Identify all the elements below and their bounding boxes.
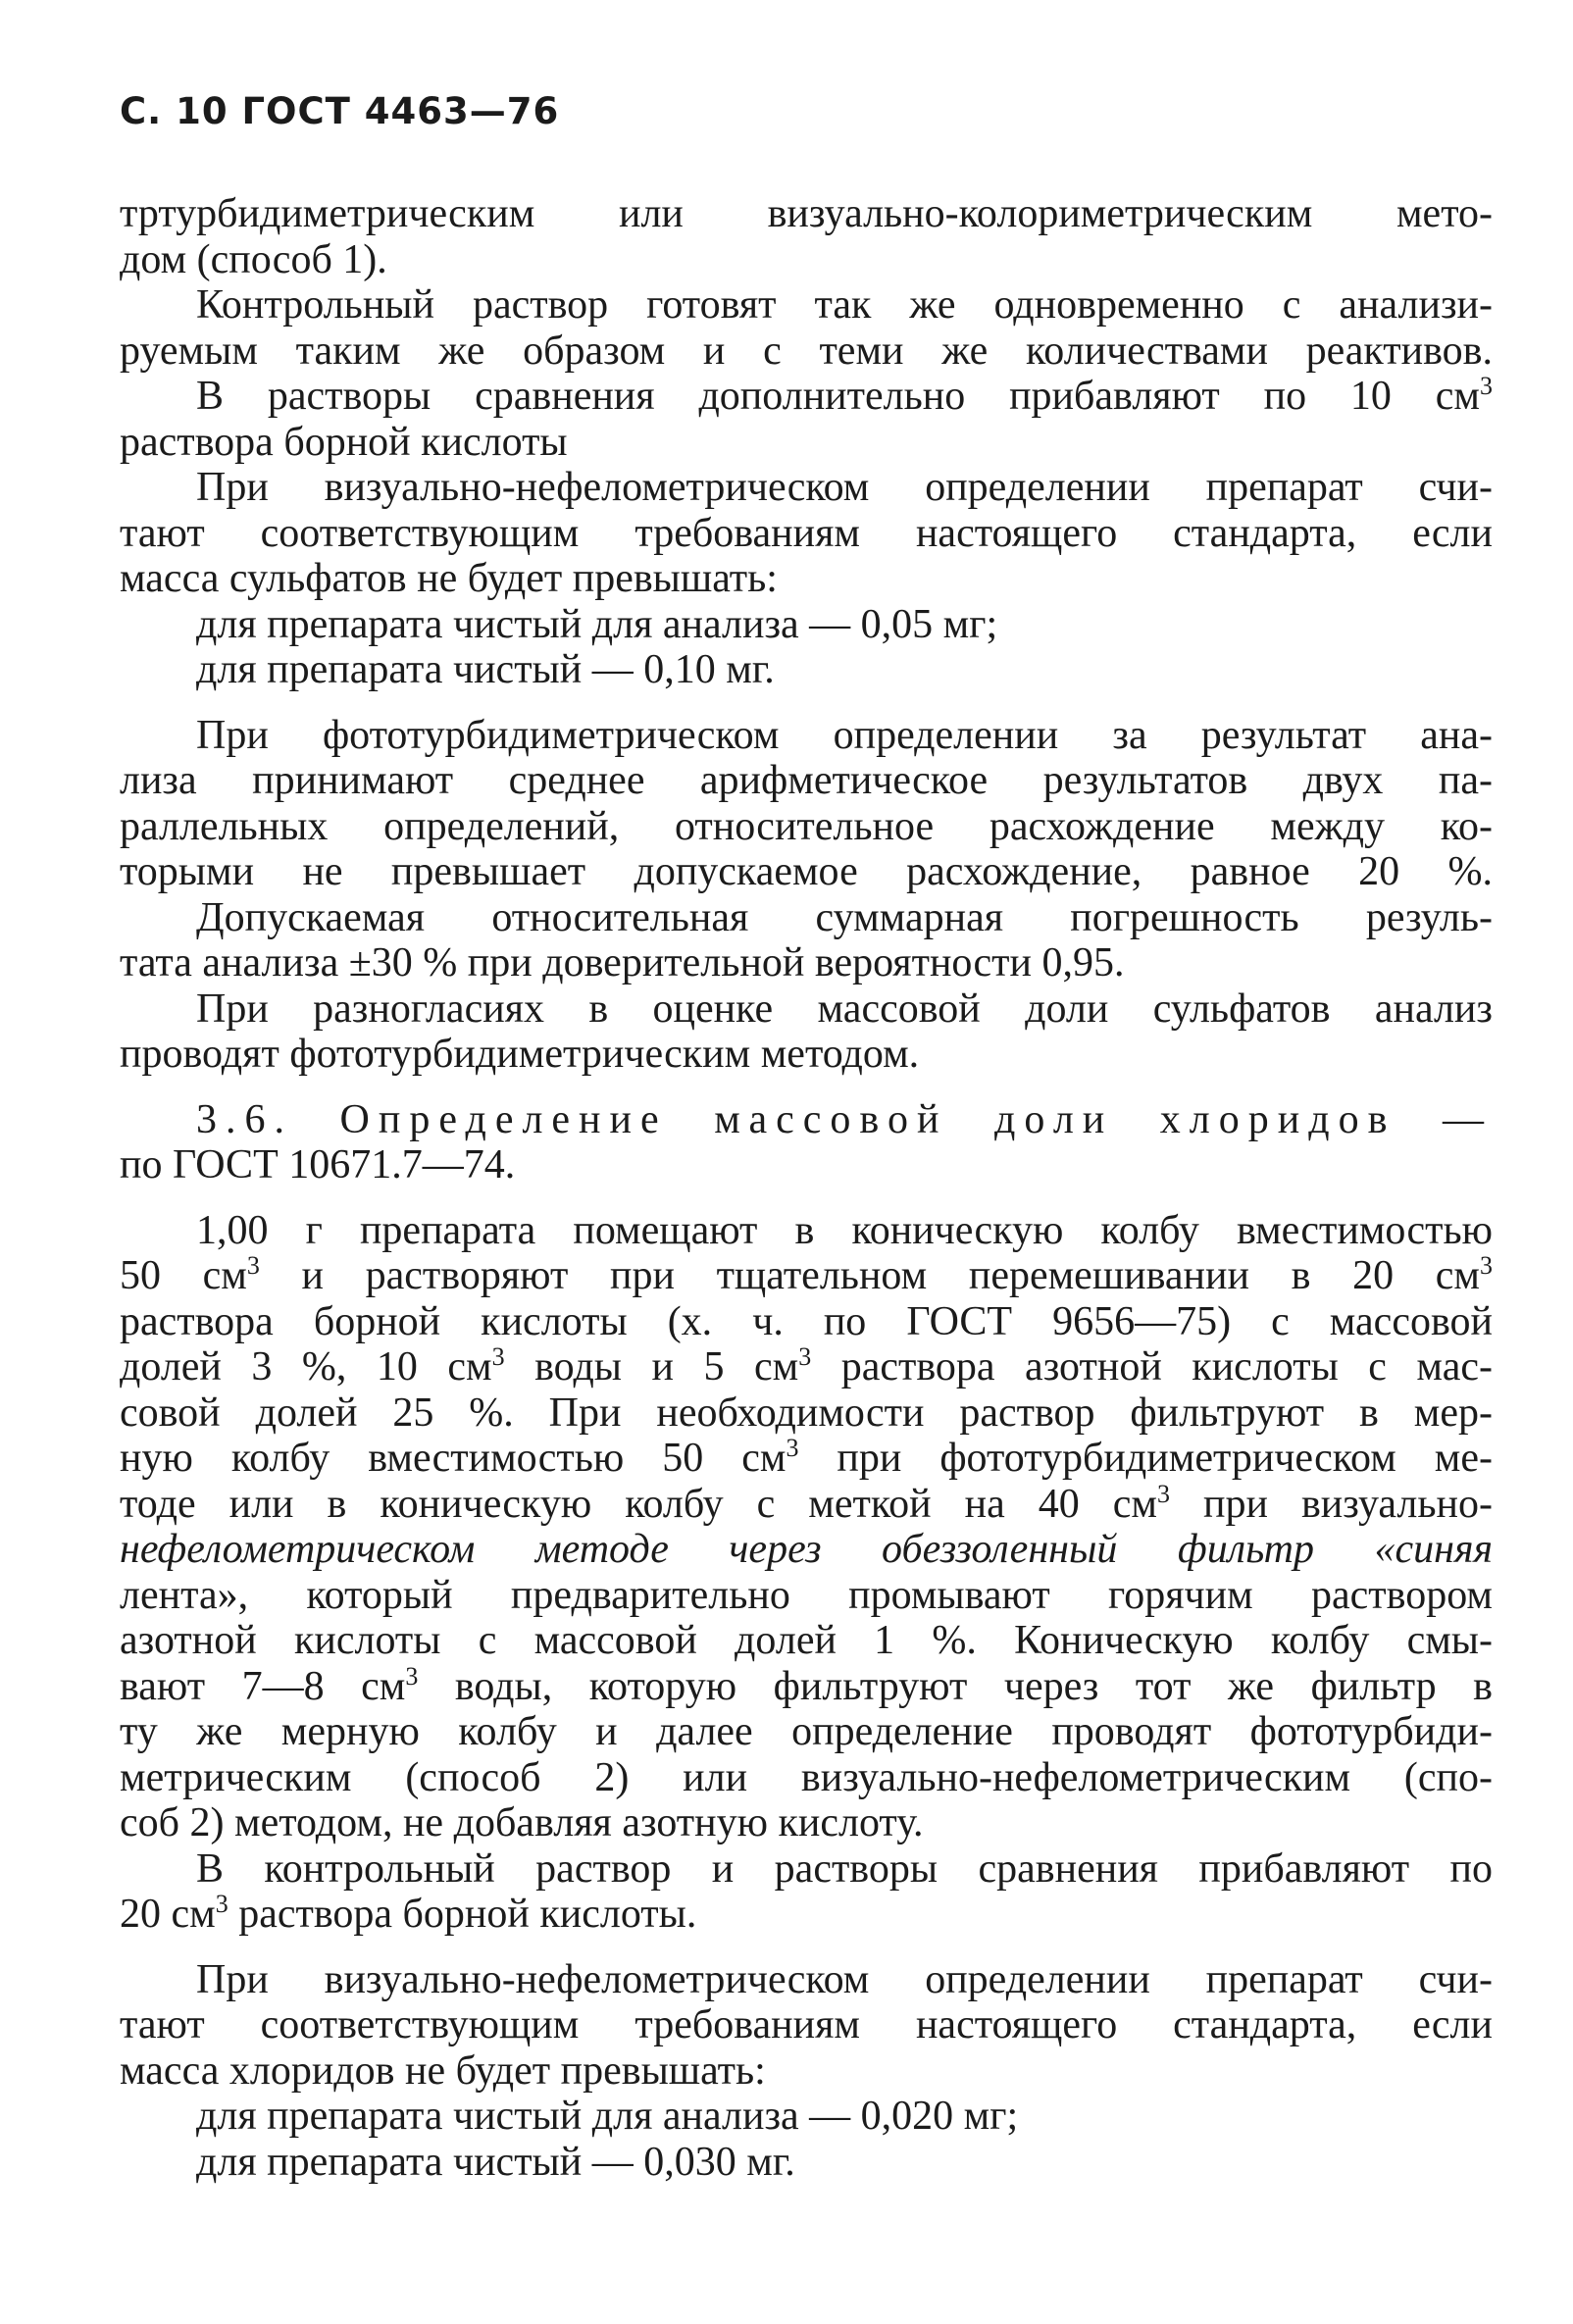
text-line: При визуально-нефелометрическом определении препарат счи- [196, 465, 1493, 510]
text-span: ную колбу вместимостью 50 см [120, 1436, 786, 1481]
text-line: соб 2) методом, не добавляя азотную кислоту. [120, 1800, 924, 1845]
text-line: При фототурбидиметрическом определении за результат ана- [196, 712, 1493, 758]
paragraph-phototurbidimetric-result [120, 713, 1493, 895]
text-span: долей 3 %, 10 см [120, 1344, 492, 1389]
superscript: 3 [215, 1890, 228, 1918]
text-span: раствора борной кислоты. [228, 1892, 697, 1937]
text-span: 50 см [120, 1253, 247, 1298]
paragraph-disagreement [120, 986, 1493, 1078]
paragraph-method-continuation [120, 191, 1493, 282]
text-span: тоде или в коническую колбу с меткой на 40 см [120, 1481, 1157, 1527]
text-line: азотной кислоты с массовой долей 1 %. Коническую колбу смы- [120, 1618, 1493, 1663]
text-line: для препарата чистый для анализа — 0,020 мг; [196, 2094, 1019, 2139]
text-line [120, 1344, 1493, 1390]
text-line: для препарата чистый — 0,030 мг. [196, 2139, 795, 2185]
document-page [120, 90, 1493, 2185]
text-line: для препарата чистый для анализа — 0,05 мг; [196, 601, 998, 647]
text-line: раллельных определений, относительное расхождение между ко- [120, 803, 1493, 849]
paragraph-control-solution [120, 282, 1493, 374]
text-span: воды, которую фильтруют через тот же фильтр в [418, 1663, 1493, 1709]
text-line: масса сульфатов не будет превышать: [120, 556, 778, 601]
text-line: раствора борной кислоты [120, 419, 568, 465]
text-line: проводят фототурбидиметрическим методом. [120, 1032, 920, 1077]
paragraph-sulfate-limits [120, 465, 1493, 693]
text-line [120, 1253, 1493, 1299]
paragraph-chloride-procedure [120, 1208, 1493, 1846]
text-span: раствора азотной кислоты с мас- [811, 1344, 1493, 1389]
page-header: С. 10 ГОСТ 4463—76 [120, 90, 560, 132]
text-line: руемым таким же образом и с теми же количествами реактивов. [120, 328, 1493, 374]
text-line: Допускаемая относительная суммарная погрешность резуль- [196, 894, 1493, 940]
text-span: вают 7—8 см [120, 1663, 406, 1709]
text-line: масса хлоридов не будет превышать: [120, 2047, 766, 2094]
text-line: При разногласиях в оценке массовой доли сульфатов анализ [196, 985, 1493, 1032]
text-span: при фототурбидиметрическом ме- [798, 1436, 1493, 1481]
text-span: В растворы сравнения дополнительно прибавляют по 10 см [196, 374, 1480, 419]
superscript: 3 [491, 1342, 505, 1371]
paragraph-chloride-limits [120, 1957, 1493, 2186]
text-line: совой долей 25 %. При необходимости раствор фильтруют в мер- [120, 1389, 1493, 1436]
text-span: воды и 5 см [504, 1344, 799, 1389]
text-line [120, 1436, 1493, 1482]
text-line: тртурбидиметрическим или визуально-колориметрическим мето- [120, 191, 1493, 236]
text-line [120, 1892, 1493, 1938]
superscript: 3 [246, 1251, 260, 1280]
superscript: 3 [1156, 1479, 1170, 1508]
superscript: 3 [405, 1661, 419, 1691]
paragraph-error [120, 895, 1493, 986]
text-line: тают соответствующим требованиям настоящего стандарта, если [120, 510, 1493, 556]
paragraph-boric-acid-addition [120, 1846, 1493, 1938]
text-line [120, 1479, 1493, 1528]
text-line: ту же мерную колбу и далее определение проводят фототурбиди- [120, 1709, 1493, 1754]
text-span: при визуально- [1169, 1481, 1493, 1527]
paragraph-comparison-solutions [120, 374, 1493, 465]
text-line: лиза принимают среднее арифметическое результатов двух па- [120, 758, 1493, 803]
superscript: 3 [1480, 1251, 1493, 1280]
text-line: Контрольный раствор готовят так же одновременно с анализи- [196, 282, 1493, 328]
text-span: 20 см [120, 1892, 216, 1937]
text-line: При визуально-нефелометрическом определении препарат счи- [196, 1956, 1493, 2002]
text-line: для препарата чистый — 0,10 мг. [196, 647, 775, 692]
superscript: 3 [1480, 372, 1493, 400]
text-line [120, 1661, 1493, 1710]
text-line: по ГОСТ 10671.7—74. [120, 1142, 516, 1187]
superscript: 3 [786, 1434, 799, 1462]
text-line: дом (способ 1). [120, 236, 387, 282]
text-line: В контрольный раствор и растворы сравнения прибавляют по [196, 1845, 1493, 1892]
text-line: метрическим (способ 2) или визуально-нефелометрическим (спо- [120, 1754, 1493, 1800]
text-line: 1,00 г препарата помещают в коническую колбу вместимостью [196, 1207, 1493, 1253]
text-line: лента», который предварительно промывают горячим раствором [120, 1572, 1493, 1618]
text-line: тата анализа ±30 % при доверительной вероятности 0,95. [120, 940, 1125, 985]
text-line: торыми не превышает допускаемое расхождение, равное 20 %. [120, 849, 1493, 894]
text-line: тают соответствующим требованиям настоящего стандарта, если [120, 2002, 1493, 2047]
text-line [120, 374, 1493, 420]
text-line: раствора борной кислоты (х. ч. по ГОСТ 9656—75) с массовой [120, 1298, 1493, 1344]
text-line: нефелометрическом методе через обеззоленный фильтр «синяя [120, 1527, 1493, 1572]
superscript: 3 [798, 1342, 812, 1371]
section-heading: 3.6. Определение массовой доли хлоридов — [196, 1096, 1493, 1142]
section-3-6-heading [120, 1097, 1493, 1188]
text-span: и растворяют при тщательном перемешивании в 20 см [259, 1253, 1480, 1298]
